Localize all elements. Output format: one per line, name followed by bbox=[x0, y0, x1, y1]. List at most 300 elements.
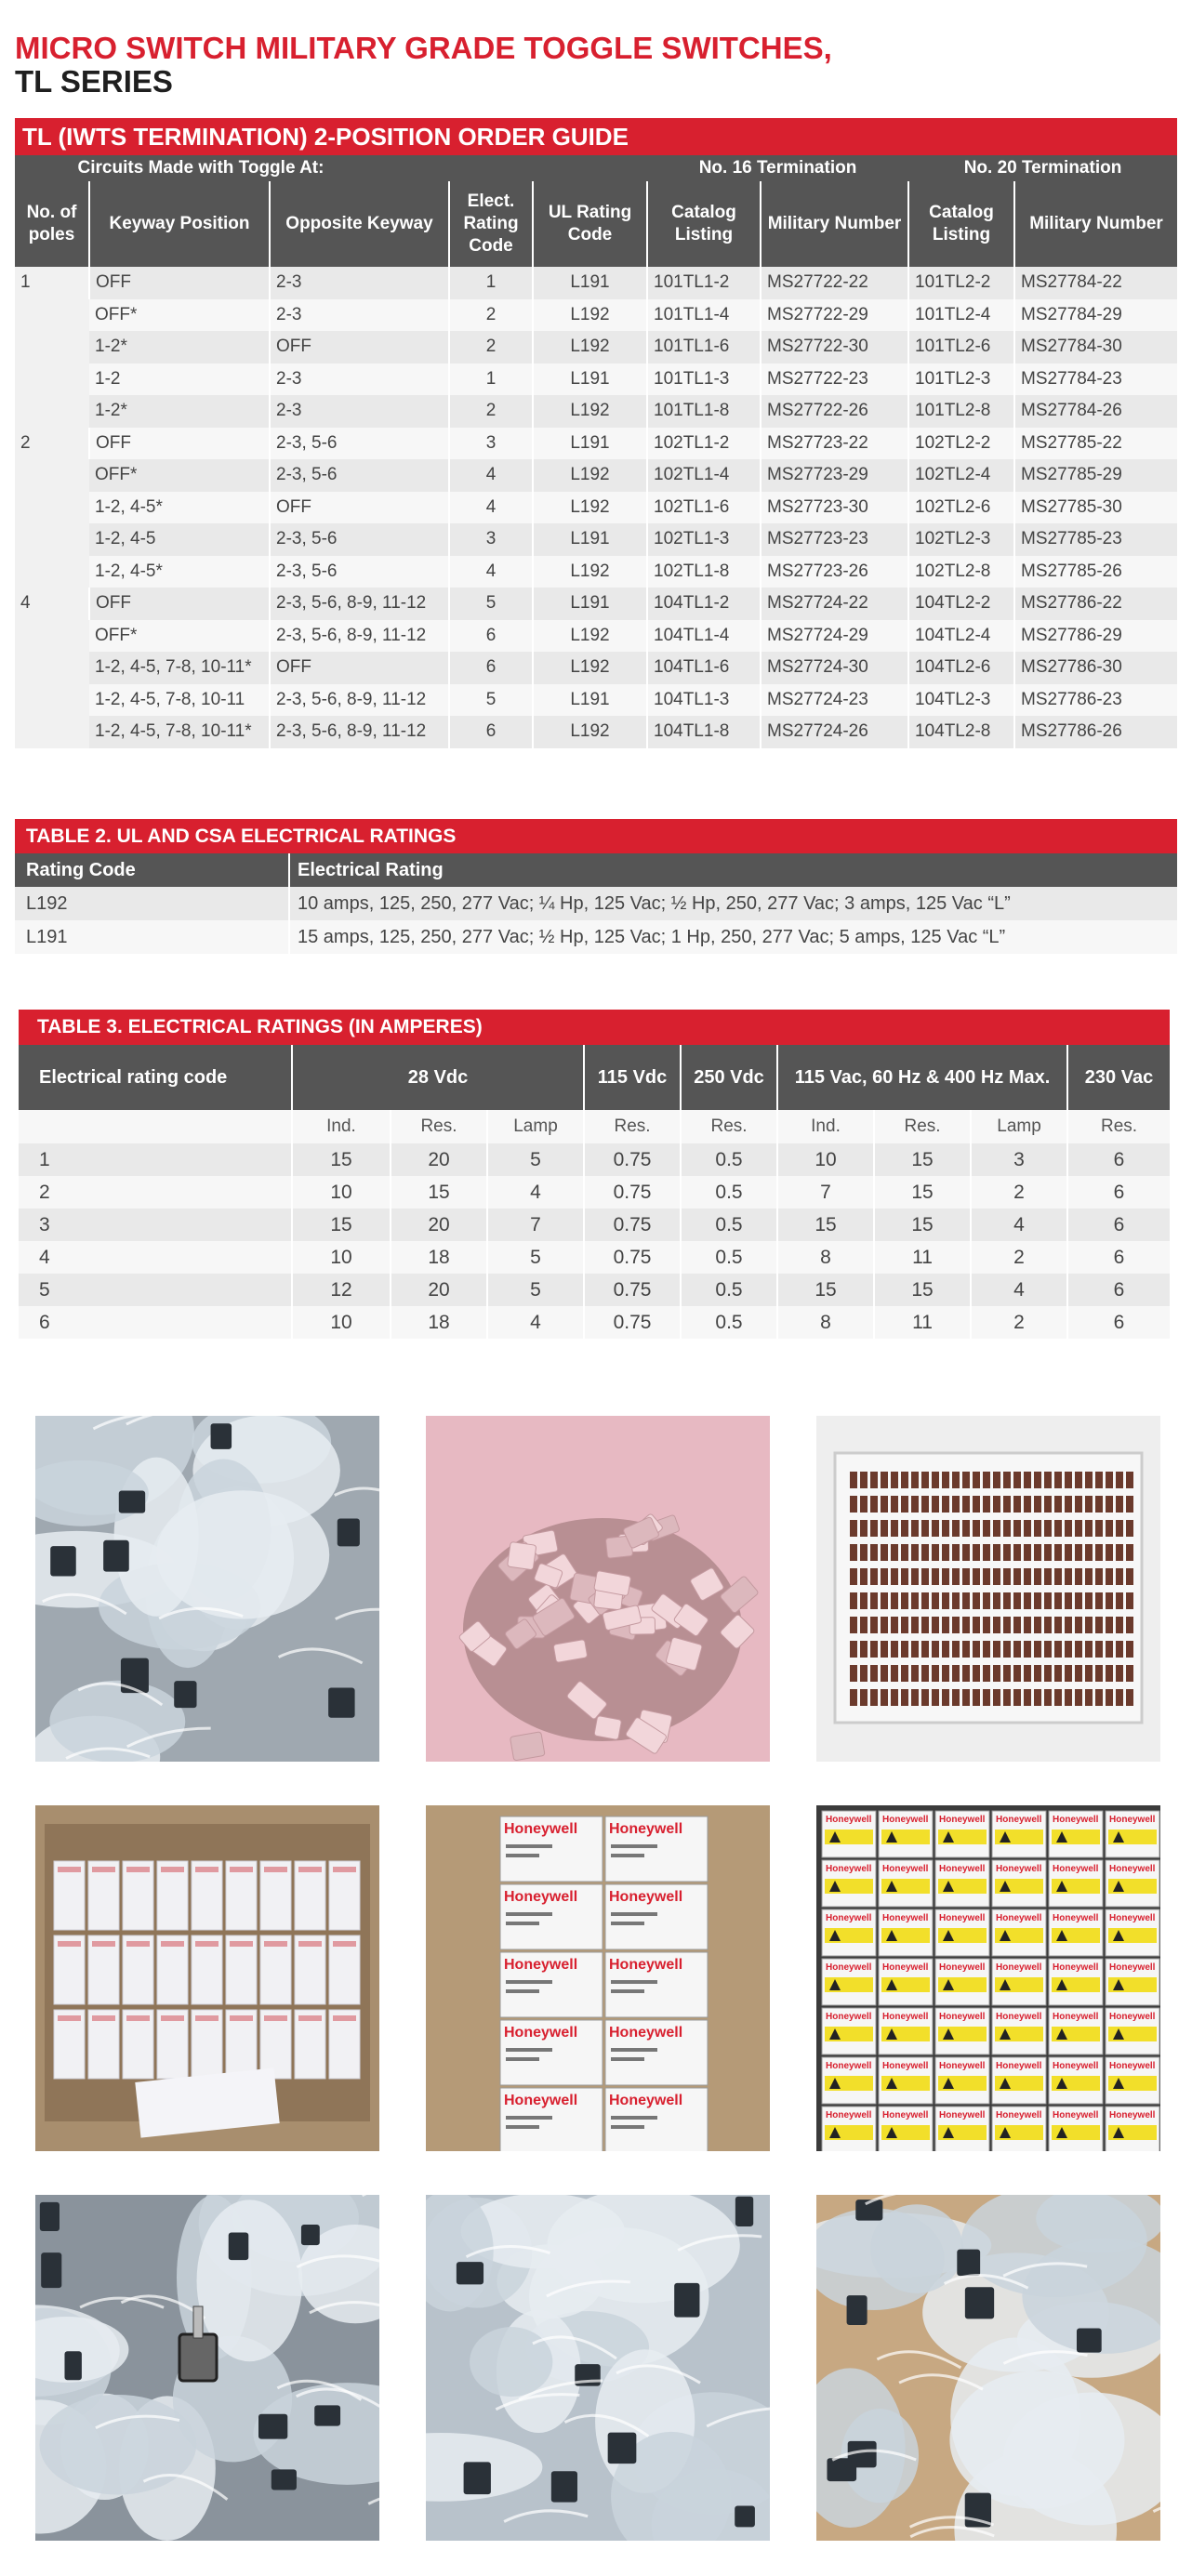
svg-text:Honeywell: Honeywell bbox=[1053, 2061, 1099, 2071]
col-header-28vdc: 28 Vdc bbox=[292, 1045, 584, 1110]
table-row bbox=[15, 588, 1177, 620]
rating-code-cell: 1 bbox=[19, 1143, 292, 1176]
rating-value-cell: 6 bbox=[1067, 1176, 1170, 1209]
svg-text:Honeywell: Honeywell bbox=[826, 2012, 872, 2022]
keyway-cell: OFF bbox=[89, 588, 270, 620]
keyway-cell: OFF* bbox=[89, 620, 270, 653]
svg-text:Honeywell: Honeywell bbox=[939, 1864, 986, 1874]
subheader-cell: Lamp bbox=[971, 1110, 1067, 1143]
rating-value-cell: 5 bbox=[487, 1143, 584, 1176]
table-row bbox=[15, 652, 1177, 684]
group-header-circuits bbox=[15, 155, 647, 181]
opposite-cell: 2-3, 5-6, 8-9, 11-12 bbox=[270, 620, 449, 653]
col-header-opposite: Opposite Keyway bbox=[270, 181, 449, 267]
ul-code-cell: L192 bbox=[533, 620, 647, 653]
opposite-cell: 2-3 bbox=[270, 395, 449, 428]
subheader-cell: Res. bbox=[391, 1110, 487, 1143]
opposite-cell: 2-3 bbox=[270, 267, 449, 299]
subheader-row bbox=[19, 1110, 1170, 1143]
photo-illustration bbox=[816, 2195, 1160, 2541]
keyway-cell: 1-2, 4-5* bbox=[89, 556, 270, 588]
table-row bbox=[15, 395, 1177, 428]
page-title-line2: TL SERIES bbox=[15, 64, 173, 99]
rating-value-cell: 0.75 bbox=[584, 1241, 681, 1274]
col-header-catalog16: Catalog Listing bbox=[647, 181, 761, 267]
svg-text:Honeywell: Honeywell bbox=[1109, 2061, 1156, 2071]
col-header-elect: Elect. Rating Code bbox=[449, 181, 533, 267]
rating-value-cell: 0.75 bbox=[584, 1274, 681, 1306]
table-row bbox=[19, 1176, 1170, 1209]
ul-code-cell: L191 bbox=[533, 428, 647, 460]
rating-code-cell: 6 bbox=[19, 1306, 292, 1339]
rating-value-cell: 6 bbox=[1067, 1306, 1170, 1339]
elect-code-cell: 2 bbox=[449, 395, 533, 428]
table-row bbox=[15, 620, 1177, 653]
catalog16-cell: 102TL1-8 bbox=[647, 556, 761, 588]
page-title bbox=[15, 32, 832, 99]
rating-value-cell: 15 bbox=[874, 1209, 971, 1241]
rating-value-cell: 11 bbox=[874, 1241, 971, 1274]
svg-text:Honeywell: Honeywell bbox=[996, 1864, 1042, 1874]
military20-cell: MS27785-22 bbox=[1014, 428, 1177, 460]
rating-code-cell: 4 bbox=[19, 1241, 292, 1274]
opposite-cell: 2-3 bbox=[270, 363, 449, 396]
catalog20-cell: 101TL2-8 bbox=[908, 395, 1014, 428]
svg-text:Honeywell: Honeywell bbox=[882, 1913, 929, 1923]
rating-code-cell: L191 bbox=[15, 920, 289, 954]
ul-code-cell: L192 bbox=[533, 459, 647, 492]
ul-code-cell: L192 bbox=[533, 652, 647, 684]
catalog20-cell: 101TL2-3 bbox=[908, 363, 1014, 396]
svg-text:Honeywell: Honeywell bbox=[882, 2012, 929, 2022]
svg-text:Honeywell: Honeywell bbox=[1053, 1962, 1099, 1973]
product-photo-bagged-toggle-switch bbox=[35, 2195, 379, 2541]
svg-text:Honeywell: Honeywell bbox=[996, 2061, 1042, 2071]
rating-value-cell: 10 bbox=[777, 1143, 874, 1176]
rating-value-cell: 18 bbox=[391, 1306, 487, 1339]
rating-value-cell: 8 bbox=[777, 1306, 874, 1339]
military16-cell: MS27723-23 bbox=[761, 523, 908, 556]
rating-value-cell: 20 bbox=[391, 1274, 487, 1306]
rating-value-cell: 4 bbox=[971, 1209, 1067, 1241]
rating-value-cell: 20 bbox=[391, 1209, 487, 1241]
rating-value-cell: 0.75 bbox=[584, 1176, 681, 1209]
ul-csa-ratings-table bbox=[15, 819, 1177, 954]
product-photo-honeywell-boxes-yellow-labels bbox=[816, 1805, 1160, 2151]
military20-cell: MS27785-30 bbox=[1014, 492, 1177, 524]
military20-cell: MS27785-26 bbox=[1014, 556, 1177, 588]
opposite-cell: 2-3 bbox=[270, 299, 449, 332]
table-row bbox=[15, 716, 1177, 748]
opposite-cell: 2-3, 5-6 bbox=[270, 523, 449, 556]
military20-cell: MS27784-29 bbox=[1014, 299, 1177, 332]
photo-illustration bbox=[35, 1805, 379, 2151]
rating-value-cell: 10 bbox=[292, 1176, 391, 1209]
col-header-rating-code: Rating Code bbox=[15, 853, 289, 887]
svg-text:Honeywell: Honeywell bbox=[826, 1815, 872, 1825]
rating-code-cell: L192 bbox=[15, 887, 289, 920]
catalog20-cell: 101TL2-4 bbox=[908, 299, 1014, 332]
military16-cell: MS27724-29 bbox=[761, 620, 908, 653]
poles-cell: 4 bbox=[15, 588, 89, 748]
keyway-cell: OFF bbox=[89, 428, 270, 460]
catalog20-cell: 101TL2-2 bbox=[908, 267, 1014, 299]
rating-value-cell: 4 bbox=[487, 1176, 584, 1209]
subheader-cell bbox=[19, 1110, 292, 1143]
subheader-cell: Res. bbox=[1067, 1110, 1170, 1143]
military20-cell: MS27784-22 bbox=[1014, 267, 1177, 299]
elect-code-cell: 3 bbox=[449, 523, 533, 556]
rating-value-cell: 15 bbox=[292, 1209, 391, 1241]
military16-cell: MS27722-29 bbox=[761, 299, 908, 332]
rating-value-cell: 0.75 bbox=[584, 1143, 681, 1176]
rating-value-cell: 0.5 bbox=[681, 1209, 777, 1241]
ul-code-cell: L191 bbox=[533, 684, 647, 717]
ul-code-cell: L192 bbox=[533, 331, 647, 363]
keyway-cell: 1-2* bbox=[89, 331, 270, 363]
rating-value-cell: 10 bbox=[292, 1241, 391, 1274]
rating-value-cell: 0.5 bbox=[681, 1176, 777, 1209]
catalog16-cell: 104TL1-6 bbox=[647, 652, 761, 684]
svg-text:Honeywell: Honeywell bbox=[939, 2061, 986, 2071]
svg-text:Honeywell: Honeywell bbox=[1109, 1913, 1156, 1923]
rating-value-cell: 2 bbox=[971, 1176, 1067, 1209]
ul-code-cell: L192 bbox=[533, 395, 647, 428]
svg-text:Honeywell: Honeywell bbox=[504, 1889, 578, 1905]
rating-value-cell: 7 bbox=[777, 1176, 874, 1209]
product-photo-boxed-switches-white bbox=[35, 1805, 379, 2151]
group-header-circuits-label: Circuits Made with Toggle At: bbox=[77, 158, 324, 178]
ul-code-cell: L192 bbox=[533, 299, 647, 332]
col-header-115vdc: 115 Vdc bbox=[584, 1045, 681, 1110]
group-header-no20: No. 20 Termination bbox=[908, 155, 1177, 181]
military16-cell: MS27724-23 bbox=[761, 684, 908, 717]
rating-value-cell: 2 bbox=[971, 1241, 1067, 1274]
photo-illustration bbox=[426, 2195, 770, 2541]
svg-text:Honeywell: Honeywell bbox=[882, 1815, 929, 1825]
table-row bbox=[15, 684, 1177, 717]
military16-cell: MS27723-30 bbox=[761, 492, 908, 524]
catalog16-cell: 104TL1-8 bbox=[647, 716, 761, 748]
rating-value-cell: 15 bbox=[874, 1274, 971, 1306]
col-header-military20: Military Number bbox=[1014, 181, 1177, 267]
subheader-cell: Res. bbox=[584, 1110, 681, 1143]
rating-value-cell: 8 bbox=[777, 1241, 874, 1274]
svg-text:Honeywell: Honeywell bbox=[1109, 2110, 1156, 2120]
col-header-military16: Military Number bbox=[761, 181, 908, 267]
svg-text:Honeywell: Honeywell bbox=[996, 1815, 1042, 1825]
rating-value-cell: 6 bbox=[1067, 1209, 1170, 1241]
elect-code-cell: 6 bbox=[449, 620, 533, 653]
rating-value-cell: 15 bbox=[391, 1176, 487, 1209]
col-header-catalog20: Catalog Listing bbox=[908, 181, 1014, 267]
photo-illustration bbox=[816, 1416, 1160, 1762]
svg-text:Honeywell: Honeywell bbox=[504, 1957, 578, 1973]
electrical-ratings-table bbox=[19, 1010, 1170, 1339]
rating-value-cell: 0.5 bbox=[681, 1274, 777, 1306]
rating-value-cell: 4 bbox=[487, 1306, 584, 1339]
rating-value-cell: 15 bbox=[874, 1143, 971, 1176]
opposite-cell: OFF bbox=[270, 331, 449, 363]
opposite-cell: 2-3, 5-6 bbox=[270, 556, 449, 588]
catalog16-cell: 101TL1-6 bbox=[647, 331, 761, 363]
svg-text:Honeywell: Honeywell bbox=[996, 1913, 1042, 1923]
elect-code-cell: 4 bbox=[449, 556, 533, 588]
ul-code-cell: L191 bbox=[533, 267, 647, 299]
svg-text:Honeywell: Honeywell bbox=[1109, 1962, 1156, 1973]
subheader-cell: Lamp bbox=[487, 1110, 584, 1143]
table-row bbox=[15, 887, 1177, 920]
opposite-cell: OFF bbox=[270, 492, 449, 524]
col-header-230vac: 230 Vac bbox=[1067, 1045, 1170, 1110]
rating-value-cell: 6 bbox=[1067, 1241, 1170, 1274]
elect-code-cell: 1 bbox=[449, 363, 533, 396]
svg-text:Honeywell: Honeywell bbox=[996, 2110, 1042, 2120]
svg-text:Honeywell: Honeywell bbox=[826, 1962, 872, 1973]
catalog16-cell: 102TL1-4 bbox=[647, 459, 761, 492]
table-row bbox=[15, 331, 1177, 363]
col-header-115vac: 115 Vac, 60 Hz & 400 Hz Max. bbox=[777, 1045, 1067, 1110]
military16-cell: MS27722-23 bbox=[761, 363, 908, 396]
military16-cell: MS27722-26 bbox=[761, 395, 908, 428]
ul-code-cell: L191 bbox=[533, 363, 647, 396]
military20-cell: MS27785-23 bbox=[1014, 523, 1177, 556]
keyway-cell: 1-2* bbox=[89, 395, 270, 428]
svg-text:Honeywell: Honeywell bbox=[1053, 1815, 1099, 1825]
rating-code-cell: 5 bbox=[19, 1274, 292, 1306]
elect-code-cell: 4 bbox=[449, 492, 533, 524]
svg-text:Honeywell: Honeywell bbox=[609, 2093, 683, 2108]
elect-code-cell: 6 bbox=[449, 716, 533, 748]
svg-text:Honeywell: Honeywell bbox=[996, 1962, 1042, 1973]
svg-text:Honeywell: Honeywell bbox=[826, 1864, 872, 1874]
svg-text:Honeywell: Honeywell bbox=[504, 1821, 578, 1837]
product-photo-pink-switches-in-bag bbox=[426, 1416, 770, 1762]
svg-text:Honeywell: Honeywell bbox=[1109, 1864, 1156, 1874]
col-header-ul: UL Rating Code bbox=[533, 181, 647, 267]
rating-value-cell: 0.75 bbox=[584, 1306, 681, 1339]
rating-value-cell: 6 bbox=[1067, 1143, 1170, 1176]
rating-code-cell: 2 bbox=[19, 1176, 292, 1209]
ul-code-cell: L192 bbox=[533, 556, 647, 588]
ul-csa-ratings-title: TABLE 2. UL AND CSA ELECTRICAL RATINGS bbox=[15, 819, 1177, 853]
military20-cell: MS27786-30 bbox=[1014, 652, 1177, 684]
catalog20-cell: 104TL2-3 bbox=[908, 684, 1014, 717]
keyway-cell: 1-2, 4-5, 7-8, 10-11* bbox=[89, 716, 270, 748]
rating-value-cell: 11 bbox=[874, 1306, 971, 1339]
catalog16-cell: 101TL1-8 bbox=[647, 395, 761, 428]
table-row bbox=[15, 492, 1177, 524]
rating-value-cell: 6 bbox=[1067, 1274, 1170, 1306]
catalog16-cell: 102TL1-2 bbox=[647, 428, 761, 460]
electrical-rating-cell: 10 amps, 125, 250, 277 Vac; ¼ Hp, 125 Vac; ½ Hp, 250, 277 Vac; 3 amps, 125 Vac “L” bbox=[289, 887, 1177, 920]
military20-cell: MS27786-23 bbox=[1014, 684, 1177, 717]
rating-value-cell: 20 bbox=[391, 1143, 487, 1176]
group-header-no16: No. 16 Termination bbox=[647, 155, 908, 181]
product-photo-bagged-switches-in-carton bbox=[816, 2195, 1160, 2541]
product-photo-bagged-switches-in-box bbox=[35, 1416, 379, 1762]
table-row bbox=[15, 363, 1177, 396]
svg-text:Honeywell: Honeywell bbox=[939, 1815, 986, 1825]
military16-cell: MS27724-22 bbox=[761, 588, 908, 620]
table-row bbox=[15, 428, 1177, 460]
ul-code-cell: L191 bbox=[533, 523, 647, 556]
ul-code-cell: L192 bbox=[533, 492, 647, 524]
table-row bbox=[15, 299, 1177, 332]
table-row bbox=[19, 1306, 1170, 1339]
poles-cell: 2 bbox=[15, 428, 89, 588]
svg-text:Honeywell: Honeywell bbox=[826, 2061, 872, 2071]
table-row bbox=[19, 1274, 1170, 1306]
catalog20-cell: 102TL2-4 bbox=[908, 459, 1014, 492]
catalog16-cell: 101TL1-3 bbox=[647, 363, 761, 396]
rating-value-cell: 4 bbox=[971, 1274, 1067, 1306]
subheader-cell: Res. bbox=[681, 1110, 777, 1143]
photo-illustration bbox=[816, 1805, 1160, 2151]
table-row bbox=[19, 1241, 1170, 1274]
keyway-cell: 1-2, 4-5, 7-8, 10-11* bbox=[89, 652, 270, 684]
rating-value-cell: 2 bbox=[971, 1306, 1067, 1339]
col-header-250vdc: 250 Vdc bbox=[681, 1045, 777, 1110]
keyway-cell: 1-2 bbox=[89, 363, 270, 396]
table-row bbox=[15, 556, 1177, 588]
catalog20-cell: 102TL2-8 bbox=[908, 556, 1014, 588]
catalog16-cell: 104TL1-4 bbox=[647, 620, 761, 653]
table-row bbox=[15, 459, 1177, 492]
svg-text:Honeywell: Honeywell bbox=[609, 1957, 683, 1973]
opposite-cell: 2-3, 5-6, 8-9, 11-12 bbox=[270, 684, 449, 717]
svg-text:Honeywell: Honeywell bbox=[939, 2012, 986, 2022]
catalog20-cell: 104TL2-6 bbox=[908, 652, 1014, 684]
poles-cell: 1 bbox=[15, 267, 89, 428]
svg-text:Honeywell: Honeywell bbox=[882, 2110, 929, 2120]
opposite-cell: 2-3, 5-6 bbox=[270, 428, 449, 460]
svg-text:Honeywell: Honeywell bbox=[609, 1821, 683, 1837]
elect-code-cell: 3 bbox=[449, 428, 533, 460]
table-row bbox=[19, 1209, 1170, 1241]
military20-cell: MS27784-30 bbox=[1014, 331, 1177, 363]
svg-text:Honeywell: Honeywell bbox=[504, 2093, 578, 2108]
catalog20-cell: 102TL2-6 bbox=[908, 492, 1014, 524]
military20-cell: MS27784-26 bbox=[1014, 395, 1177, 428]
military20-cell: MS27784-23 bbox=[1014, 363, 1177, 396]
product-photo-bagged-switches bbox=[426, 2195, 770, 2541]
rating-value-cell: 0.75 bbox=[584, 1209, 681, 1241]
product-photo-honeywell-boxes bbox=[426, 1805, 770, 2151]
catalog20-cell: 102TL2-2 bbox=[908, 428, 1014, 460]
keyway-cell: 1-2, 4-5* bbox=[89, 492, 270, 524]
rating-value-cell: 0.5 bbox=[681, 1241, 777, 1274]
svg-text:Honeywell: Honeywell bbox=[1053, 1864, 1099, 1874]
svg-text:Honeywell: Honeywell bbox=[504, 2025, 578, 2041]
photo-illustration bbox=[426, 1416, 770, 1762]
table-row bbox=[19, 1143, 1170, 1176]
military20-cell: MS27785-29 bbox=[1014, 459, 1177, 492]
svg-text:Honeywell: Honeywell bbox=[1053, 2012, 1099, 2022]
rating-value-cell: 5 bbox=[487, 1241, 584, 1274]
svg-text:Honeywell: Honeywell bbox=[1053, 2110, 1099, 2120]
rating-value-cell: 12 bbox=[292, 1274, 391, 1306]
product-photo-switch-tray bbox=[816, 1416, 1160, 1762]
svg-text:Honeywell: Honeywell bbox=[609, 1889, 683, 1905]
col-header-poles: No. of poles bbox=[15, 181, 89, 267]
rating-value-cell: 7 bbox=[487, 1209, 584, 1241]
military16-cell: MS27723-22 bbox=[761, 428, 908, 460]
military16-cell: MS27724-26 bbox=[761, 716, 908, 748]
svg-text:Honeywell: Honeywell bbox=[939, 2110, 986, 2120]
ul-code-cell: L191 bbox=[533, 588, 647, 620]
svg-text:Honeywell: Honeywell bbox=[1109, 2012, 1156, 2022]
keyway-cell: 1-2, 4-5 bbox=[89, 523, 270, 556]
rating-value-cell: 5 bbox=[487, 1274, 584, 1306]
table-row bbox=[15, 267, 1177, 299]
subheader-cell: Res. bbox=[874, 1110, 971, 1143]
keyway-cell: OFF* bbox=[89, 299, 270, 332]
catalog20-cell: 104TL2-8 bbox=[908, 716, 1014, 748]
photo-illustration bbox=[426, 1805, 770, 2151]
order-guide-title: TL (IWTS TERMINATION) 2-POSITION ORDER GUIDE bbox=[15, 118, 1177, 155]
rating-value-cell: 15 bbox=[874, 1176, 971, 1209]
military16-cell: MS27724-30 bbox=[761, 652, 908, 684]
svg-text:Honeywell: Honeywell bbox=[826, 2110, 872, 2120]
rating-value-cell: 0.5 bbox=[681, 1306, 777, 1339]
military16-cell: MS27722-22 bbox=[761, 267, 908, 299]
elect-code-cell: 6 bbox=[449, 652, 533, 684]
svg-text:Honeywell: Honeywell bbox=[996, 2012, 1042, 2022]
elect-code-cell: 5 bbox=[449, 588, 533, 620]
catalog20-cell: 104TL2-2 bbox=[908, 588, 1014, 620]
svg-text:Honeywell: Honeywell bbox=[609, 2025, 683, 2041]
rating-value-cell: 15 bbox=[777, 1209, 874, 1241]
page-title-line1: MICRO SWITCH MILITARY GRADE TOGGLE SWITCHES, bbox=[15, 31, 832, 65]
opposite-cell: 2-3, 5-6 bbox=[270, 459, 449, 492]
svg-text:Honeywell: Honeywell bbox=[882, 2061, 929, 2071]
military16-cell: MS27723-29 bbox=[761, 459, 908, 492]
svg-text:Honeywell: Honeywell bbox=[1109, 1815, 1156, 1825]
catalog20-cell: 104TL2-4 bbox=[908, 620, 1014, 653]
keyway-cell: 1-2, 4-5, 7-8, 10-11 bbox=[89, 684, 270, 717]
svg-text:Honeywell: Honeywell bbox=[882, 1864, 929, 1874]
svg-text:Honeywell: Honeywell bbox=[1053, 1913, 1099, 1923]
electrical-rating-cell: 15 amps, 125, 250, 277 Vac; ½ Hp, 125 Vac; 1 Hp, 250, 277 Vac; 5 amps, 125 Vac “L” bbox=[289, 920, 1177, 954]
elect-code-cell: 1 bbox=[449, 267, 533, 299]
military16-cell: MS27722-30 bbox=[761, 331, 908, 363]
elect-code-cell: 2 bbox=[449, 299, 533, 332]
svg-text:Honeywell: Honeywell bbox=[882, 1962, 929, 1973]
rating-value-cell: 0.5 bbox=[681, 1143, 777, 1176]
catalog16-cell: 102TL1-3 bbox=[647, 523, 761, 556]
keyway-cell: OFF bbox=[89, 267, 270, 299]
subheader-cell: Ind. bbox=[777, 1110, 874, 1143]
keyway-cell: OFF* bbox=[89, 459, 270, 492]
rating-value-cell: 10 bbox=[292, 1306, 391, 1339]
military16-cell: MS27723-26 bbox=[761, 556, 908, 588]
military20-cell: MS27786-29 bbox=[1014, 620, 1177, 653]
rating-value-cell: 15 bbox=[292, 1143, 391, 1176]
rating-value-cell: 18 bbox=[391, 1241, 487, 1274]
col-header-electrical-rating: Electrical Rating bbox=[289, 853, 1177, 887]
svg-text:Honeywell: Honeywell bbox=[826, 1913, 872, 1923]
catalog16-cell: 101TL1-4 bbox=[647, 299, 761, 332]
photo-illustration bbox=[35, 2195, 379, 2541]
catalog16-cell: 104TL1-2 bbox=[647, 588, 761, 620]
electrical-ratings-title: TABLE 3. ELECTRICAL RATINGS (IN AMPERES) bbox=[19, 1010, 1170, 1045]
col-header-keyway: Keyway Position bbox=[89, 181, 270, 267]
rating-value-cell: 15 bbox=[777, 1274, 874, 1306]
military20-cell: MS27786-22 bbox=[1014, 588, 1177, 620]
elect-code-cell: 5 bbox=[449, 684, 533, 717]
catalog16-cell: 104TL1-3 bbox=[647, 684, 761, 717]
